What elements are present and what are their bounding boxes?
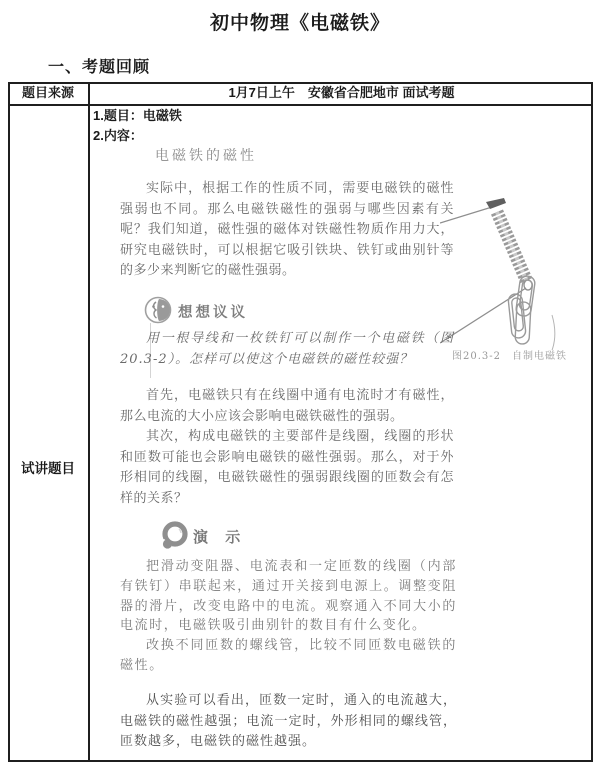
demo-label: 演 示: [193, 528, 247, 546]
item-title: 1.题目：电磁铁: [93, 108, 182, 123]
section-heading: 一、考题回顾: [48, 59, 151, 76]
excerpt-paragraph-1: 实际中，根据工作的性质不同，需要电磁铁的磁性强弱也不同。那么电磁铁磁性的强弱与哪些因素有关呢？我们知道，磁性强的磁体对铁磁性物质作用力大，研究电磁铁时，可以根据它吸引铁块、铁钉或曲别针等的多少来判断它的磁性强弱。: [120, 181, 454, 278]
figure-caption: 图20.3-2 自制电磁铁: [452, 351, 568, 362]
item-content-label: 2.内容：: [93, 128, 143, 143]
page-title: 初中物理《电磁铁》: [209, 13, 390, 34]
source-value-cell: 1月7日上午 安徽省合肥地市 面试考题: [228, 85, 455, 100]
electromagnet-illustration-icon: [440, 190, 580, 350]
electromagnet-figure: [440, 190, 580, 350]
trial-lecture-row-label: 试讲题目: [21, 461, 75, 476]
demo-paragraph-2: 改换不同匝数的螺线管，比较不同匝数电磁铁的磁性。: [120, 638, 457, 673]
think-discuss-label: 想想议议: [178, 304, 248, 321]
excerpt-paragraph-3: 其次，构成电磁铁的主要部件是线圈，线圈的形状和匝数可能也会影响电磁铁的磁性强弱。那么，对于外形相同的线圈，电磁铁磁性的强弱跟线圈的匝数会有怎样的关系？: [120, 429, 454, 506]
source-header-cell: 题目来源: [21, 85, 74, 100]
think-discuss-icon: [143, 295, 173, 330]
excerpt-heading: 电磁铁的磁性: [155, 148, 257, 164]
table-column-divider: [88, 82, 90, 762]
excerpt-paragraph-2: 首先，电磁铁只有在线圈中通有电流时才有磁性，那么电流的大小应该会影响电磁铁磁性的强弱。: [120, 388, 454, 424]
demo-icon: [159, 520, 191, 557]
demo-paragraph-1: 把滑动变阻器、电流表和一定匝数的线圈（内部有铁钉）串联起来，通过开关接到电源上。调整变阻器的滑片，改变电路中的电流。观察通入不同大小的电流时，电磁铁吸引曲别针的数目有什么变化。: [120, 559, 457, 634]
think-discuss-text: 用一根导线和一枚铁钉可以制作一个电磁铁（图20.3-2）。怎样可以使这个电磁铁的磁性较强？: [120, 331, 454, 367]
excerpt-conclusion-paragraph: 从实验可以看出，匝数一定时，通入的电流越大，电磁铁的磁性越强；电流一定时，外形相同的螺线管，匝数越多，电磁铁的磁性越强。: [120, 693, 457, 749]
